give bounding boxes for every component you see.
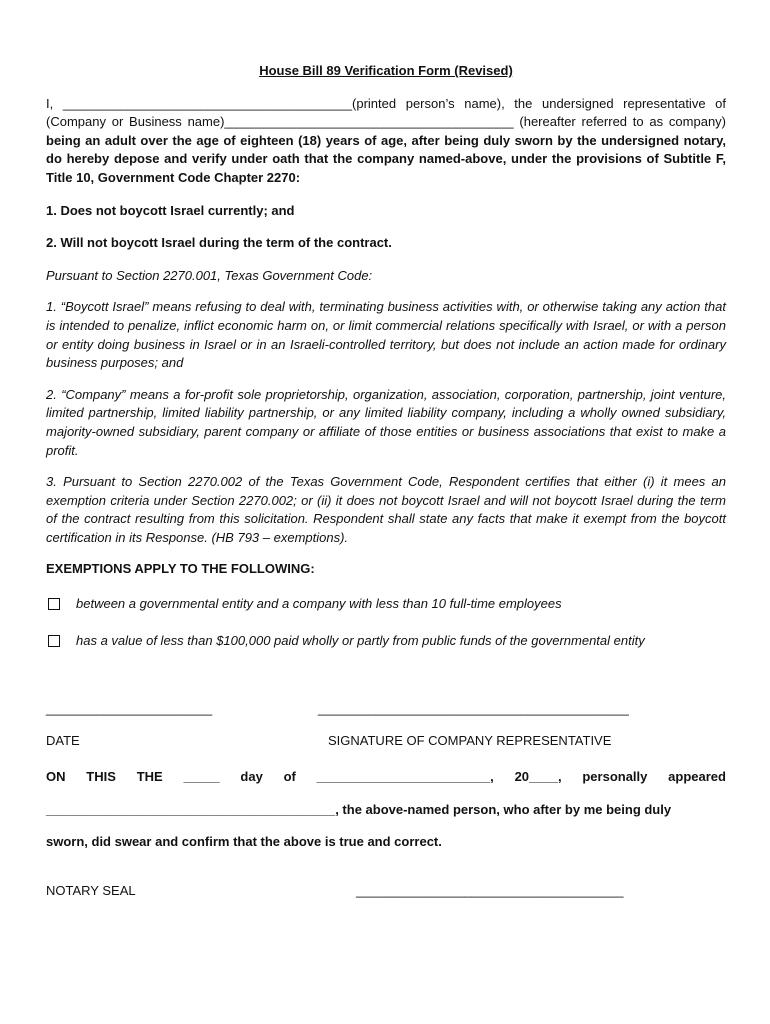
- month-field[interactable]: ________________________,: [316, 769, 494, 785]
- of-word: of: [283, 769, 296, 785]
- sworn-line: sworn, did swear and confirm that the above is true and correct.: [46, 834, 442, 850]
- definition-3: 3. Pursuant to Section 2270.002 of the Texas Government Code, Respondent certifies that either (i) it mees an exemption criteria under Section 2270.002; or (ii) it does not boycott Israel and will not boycott Israel during the term of the contract resulting from this solicitation. Respondent shall state any facts that make it exempt from the boycott certification in its Response. (HB 793 – exemptions).: [46, 474, 726, 545]
- appeared-line: ________________________________________, the above-named person, who after by me being duly: [46, 801, 672, 817]
- intro-paragraph: [46, 95, 726, 188]
- exemption-row-2: [46, 632, 726, 651]
- appeared-word: appeared: [668, 769, 726, 785]
- signature-field[interactable]: ___________________________________________: [318, 701, 629, 717]
- intro-line-3: company): [668, 114, 726, 130]
- checkbox-2[interactable]: [48, 635, 60, 647]
- on-word: ON: [46, 769, 66, 785]
- exemption-1-text: between a governmental entity and a company with less than 10 full-time employees: [76, 596, 562, 612]
- signature-labels: [46, 732, 726, 752]
- definition-1: 1. “Boycott Israel” means refusing to deal with, terminating business activities with, or otherwise taking any action that is intended to penalize, inflict economic harm on, or limit commercial relations specifically with Israel, or with a person or entity doing business in Israel or in an Israeli-controlled territory, but does not include an action made for ordinary business purposes; and: [46, 299, 726, 371]
- intro-bold-text: being an adult over the age of eighteen (18) years of age, after being duly sworn by the undersigned notary, do hereby depose and verify under oath that the company named-above, under the provisions of Subtitle F, Title 10, Government Code Chapter 2270:: [46, 132, 726, 185]
- personally-word: personally: [582, 769, 648, 785]
- day-field[interactable]: _____: [183, 769, 220, 785]
- exemptions-heading: EXEMPTIONS APPLY TO THE FOLLOWING:: [46, 561, 315, 577]
- definition-2: 2. “Company” means a for-profit sole proprietorship, organization, association, corporation, partnership, joint venture, limited partnership, limited liability partnership, or any limited liability company, including a wholly owned subsidiary, majority-owned subsidiary, parent company or affiliate of those entities or business associations that exist to make a profit.: [46, 386, 726, 458]
- exemption-row-1: [46, 595, 726, 614]
- the-word: THE: [136, 769, 163, 785]
- checkbox-1[interactable]: [48, 598, 60, 610]
- item-2: 2. Will not boycott Israel during the term of the contract.: [46, 235, 392, 251]
- day-word: day: [240, 769, 263, 785]
- item-1: 1. Does not boycott Israel currently; and: [46, 202, 295, 218]
- year-field[interactable]: 20____,: [514, 769, 562, 785]
- this-word: THIS: [86, 769, 116, 785]
- notary-seal-row: [46, 882, 726, 902]
- exemption-2-text: has a value of less than $100,000 paid wholly or partly from public funds of the governmental entity: [76, 632, 645, 648]
- notary-seal-label: NOTARY SEAL: [46, 883, 136, 899]
- intro-line-1: I, ________________________________________(printed person’s name), the undersigned representative of: [46, 95, 726, 111]
- date-label: DATE: [46, 733, 80, 749]
- pursuant-line: Pursuant to Section 2270.001, Texas Government Code:: [46, 267, 373, 283]
- signature-lines: [46, 700, 726, 720]
- intro-line-2: (Company or Business name)________________________________________ (hereafter referred to as: [46, 114, 664, 130]
- form-title: House Bill 89 Verification Form (Revised): [259, 63, 513, 78]
- notary-signature-field[interactable]: _____________________________________: [356, 883, 624, 899]
- date-field[interactable]: _______________________: [46, 701, 213, 717]
- verification-form: [46, 62, 726, 902]
- signature-label: SIGNATURE OF COMPANY REPRESENTATIVE: [328, 733, 612, 749]
- notary-date-line: [46, 768, 726, 787]
